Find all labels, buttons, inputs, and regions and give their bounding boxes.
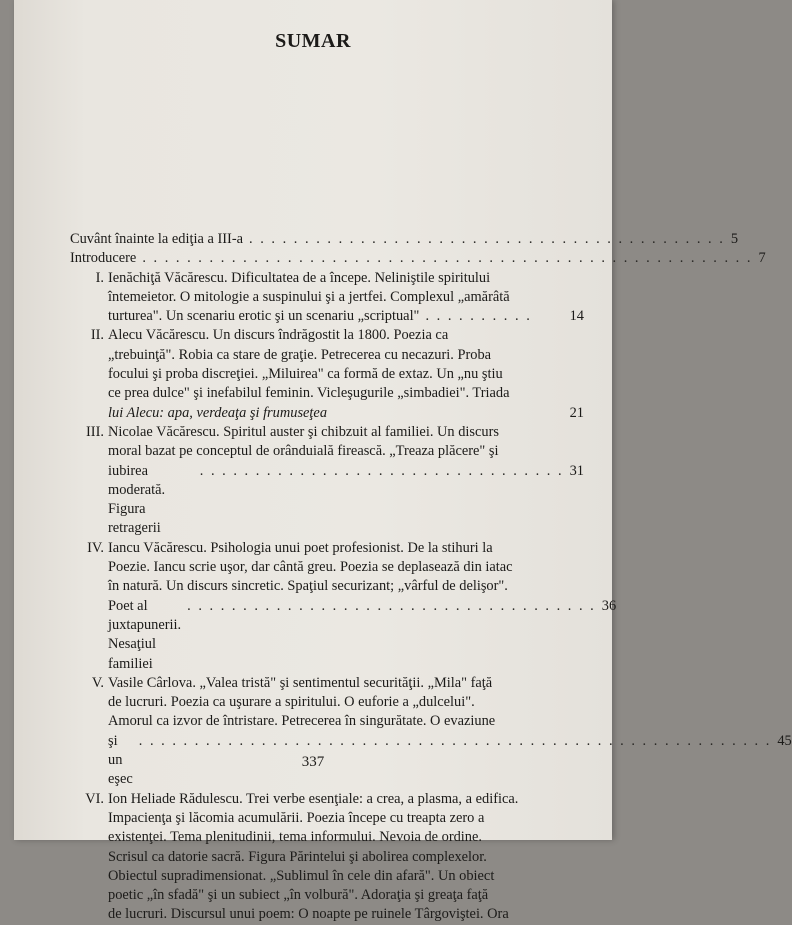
chapter-number: I. — [95, 269, 104, 286]
chapter-line: Poet al juxtapunerii. Nesaţiul familiei — [108, 597, 182, 672]
chapter-line: iubirea moderată. Figura retragerii — [108, 462, 166, 537]
toc-page-number: 36 — [601, 597, 617, 614]
toc-page-number: 21 — [569, 404, 584, 421]
chapter-line: Ion Heliade Rădulescu. Trei verbe esenţiale: a crea, a plasma, a edifica. — [108, 790, 519, 807]
toc-chapter-3 — [70, 423, 584, 539]
chapter-line: existenţei. Tema plenitudinii, tema informului. Nevoia de ordine. — [108, 829, 482, 846]
toc-chapter-6 — [70, 790, 584, 925]
book-page — [14, 0, 792, 923]
leader-dots: . . . . . . . . . . . . . . . . . . . . . . . . . . . . . . . . . . . . . . . . . . . . . . . . . . . . . . . — [142, 250, 753, 267]
toc-page-number: 45 — [777, 732, 792, 749]
toc-chapter-5 — [70, 674, 792, 790]
leader-dots: . . . . . . . . . . . . . . . . . . . . . . . . . . . . . . . . . — [199, 462, 564, 479]
toc-page-number: 14 — [569, 308, 584, 325]
chapter-line: Iancu Văcărescu. Psihologia unui poet profesionist. De la stihuri la — [108, 539, 493, 556]
toc-row-introduction — [70, 249, 766, 268]
toc-row-foreword — [70, 230, 739, 249]
chapter-line: Scrisul ca datorie sacră. Figura Părintelui şi abolirea complexelor. — [108, 848, 487, 865]
toc-page-number: 7 — [758, 250, 766, 267]
chapter-line: Alecu Văcărescu. Un discurs îndrăgostit la 1800. Poezia ca — [108, 327, 449, 344]
chapter-number: V. — [91, 674, 104, 691]
table-of-contents — [70, 230, 792, 925]
toc-page-number: 5 — [730, 231, 739, 247]
page-number-footer: 337 — [301, 754, 325, 770]
toc-chapter-4 — [70, 539, 617, 674]
chapter-line: poetic „în sfadă" şi un subiect „în volbură". Adoraţia şi greaţa faţă — [108, 887, 489, 904]
toc-label: Introducere — [70, 250, 137, 267]
chapter-line: Vasile Cârlova. „Valea tristă" şi sentimentul securităţii. „Mila" faţă — [108, 674, 493, 691]
chapter-line: Poezie. Iancu scrie uşor, dar cântă greu. Poezia se deplasează din iatac — [108, 559, 513, 576]
leader-dots: . . . . . . . . . . . . . . . . . . . . . . . . . . . . . . . . . . . . . — [187, 597, 596, 614]
chapter-line: Nicolae Văcărescu. Spiritul auster şi chibzuit al familiei. Un discurs — [108, 423, 499, 440]
toc-chapter-2 — [70, 326, 584, 422]
chapter-line: focului şi proba discreţiei. „Miluirea" ca formă de extaz. Un „nu ştiu — [108, 366, 503, 383]
chapter-line: Obiectul supradimensionat. „Sublimul în cele din afară". Un obiect — [108, 867, 495, 884]
chapter-line: moral bazat pe conceptul de orânduială firească. „Treaza plăcere" şi — [108, 443, 499, 460]
chapter-number: VI. — [85, 790, 104, 807]
chapter-line: turturea". Un scenariu erotic şi un scenariu „scriptual" — [108, 308, 420, 325]
chapter-number: III. — [86, 423, 104, 440]
leader-dots: . . . . . . . . . . . . . . . . . . . . . . . . . . . . . . . . . . . . . . . . . . . — [249, 231, 725, 247]
chapter-line: în natură. Un discurs sincretic. Spaţiul securizant; „vârful de delişor". — [108, 578, 508, 595]
chapter-line: întemeietor. O mitologie a suspinului şi a jertfei. Complexul „amărâtă — [108, 288, 510, 305]
chapter-line: de lucruri. Poezia ca uşurare a spiritului. O euforie a „dulcelui". — [108, 694, 475, 711]
chapter-line: ce prea dulce" şi inefabilul feminin. Vicleşugurile „simbadiei". Triada — [108, 385, 510, 402]
chapter-line: Ienăchiţă Văcărescu. Dificultatea de a începe. Neliniştile spiritului — [108, 269, 491, 286]
page-title: SUMAR — [275, 30, 351, 52]
chapter-line: Amorul ca izvor de întristare. Petrecerea în singurătate. O evaziune — [108, 713, 496, 730]
toc-label: Cuvânt înainte la ediţia a III-a — [70, 231, 244, 247]
chapter-number: IV. — [87, 539, 104, 556]
chapter-line: de lucruri. Discursul unui poem: O noapte pe ruinele Târgoviştei. Ora — [108, 906, 509, 923]
chapter-line: Impacienţa şi lăcomia acumulării. Poezia începe cu treapta zero a — [108, 809, 485, 826]
chapter-number: II. — [90, 327, 104, 344]
leader-dots: . . . . . . . . . . . . . . . . . . . . . . . . . . . . . . . . . . . . . . . . . . . . . . . . . . . . . . . . . — [138, 732, 772, 749]
toc-page-number: 31 — [569, 462, 584, 479]
chapter-line: lui Alecu: apa, verdeaţa şi frumuseţea — [108, 404, 328, 421]
toc-chapter-1 — [70, 269, 584, 327]
chapter-line: „trebuinţă". Robia ca stare de graţie. Petrecerea cu necazuri. Proba — [108, 346, 492, 363]
chapter-line: şi un eşec — [108, 732, 133, 788]
leader-dots: . . . . . . . . . . — [425, 308, 532, 325]
